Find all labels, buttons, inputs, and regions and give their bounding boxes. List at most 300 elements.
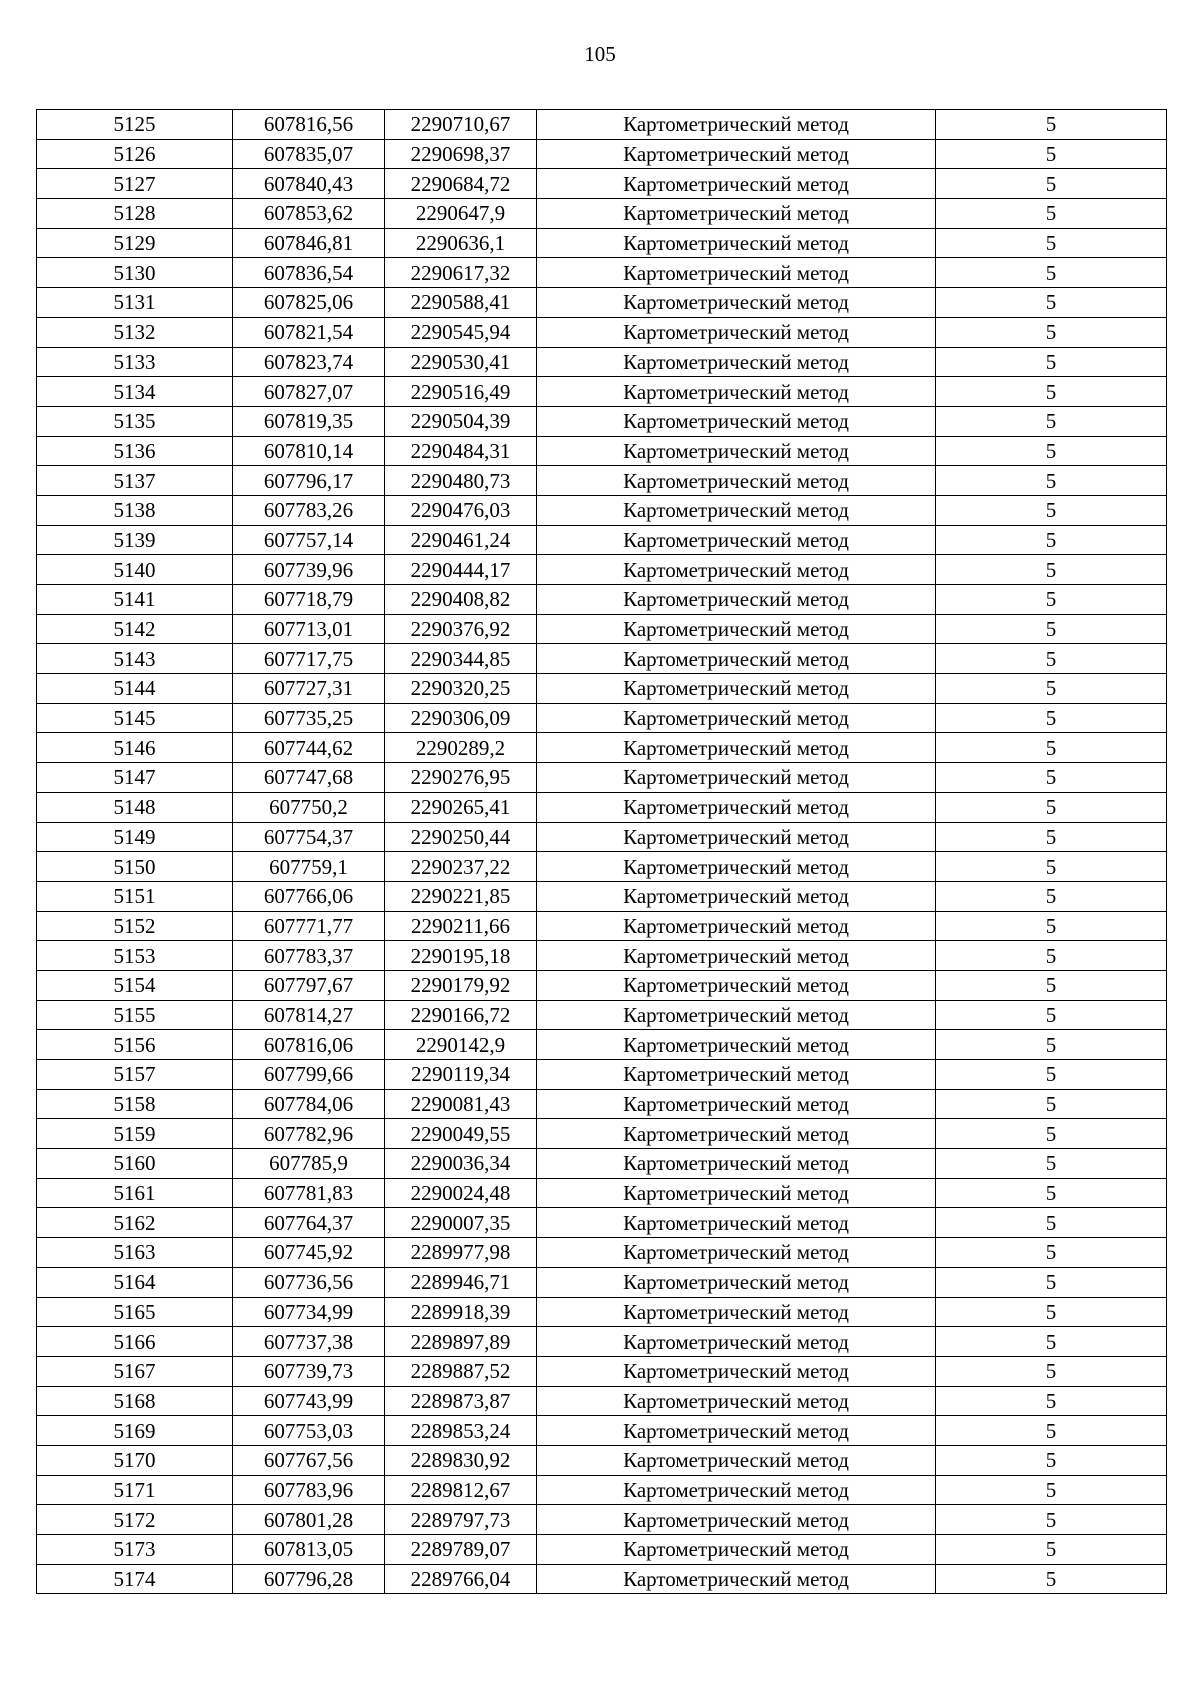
y-coordinate-cell: 2290484,31 xyxy=(385,436,537,466)
y-coordinate-cell: 2289887,52 xyxy=(385,1356,537,1386)
y-coordinate-cell: 2290461,24 xyxy=(385,525,537,555)
method-cell: Картометрический метод xyxy=(537,199,936,229)
method-cell: Картометрический метод xyxy=(537,377,936,407)
point-number-cell: 5149 xyxy=(37,822,233,852)
method-cell: Картометрический метод xyxy=(537,1030,936,1060)
table-row xyxy=(37,377,1167,407)
table-row xyxy=(37,614,1167,644)
table-row xyxy=(37,258,1167,288)
accuracy-cell: 5 xyxy=(936,466,1167,496)
table-row xyxy=(37,110,1167,140)
point-number-cell: 5143 xyxy=(37,644,233,674)
point-number-cell: 5158 xyxy=(37,1089,233,1119)
accuracy-cell: 5 xyxy=(936,585,1167,615)
accuracy-cell: 5 xyxy=(936,1267,1167,1297)
method-cell: Картометрический метод xyxy=(537,525,936,555)
y-coordinate-cell: 2290320,25 xyxy=(385,674,537,704)
point-number-cell: 5165 xyxy=(37,1297,233,1327)
x-coordinate-cell: 607836,54 xyxy=(233,258,385,288)
accuracy-cell: 5 xyxy=(936,1386,1167,1416)
point-number-cell: 5146 xyxy=(37,733,233,763)
method-cell: Картометрический метод xyxy=(537,139,936,169)
y-coordinate-cell: 2290480,73 xyxy=(385,466,537,496)
y-coordinate-cell: 2290289,2 xyxy=(385,733,537,763)
point-number-cell: 5132 xyxy=(37,317,233,347)
x-coordinate-cell: 607813,05 xyxy=(233,1535,385,1565)
point-number-cell: 5155 xyxy=(37,1000,233,1030)
accuracy-cell: 5 xyxy=(936,614,1167,644)
accuracy-cell: 5 xyxy=(936,1030,1167,1060)
method-cell: Картометрический метод xyxy=(537,911,936,941)
y-coordinate-cell: 2289853,24 xyxy=(385,1416,537,1446)
table-row xyxy=(37,199,1167,229)
method-cell: Картометрический метод xyxy=(537,406,936,436)
x-coordinate-cell: 607754,37 xyxy=(233,822,385,852)
x-coordinate-cell: 607781,83 xyxy=(233,1178,385,1208)
method-cell: Картометрический метод xyxy=(537,110,936,140)
table-row xyxy=(37,495,1167,525)
method-cell: Картометрический метод xyxy=(537,288,936,318)
x-coordinate-cell: 607739,96 xyxy=(233,555,385,585)
method-cell: Картометрический метод xyxy=(537,644,936,674)
point-number-cell: 5154 xyxy=(37,970,233,1000)
point-number-cell: 5164 xyxy=(37,1267,233,1297)
table-row xyxy=(37,881,1167,911)
y-coordinate-cell: 2290166,72 xyxy=(385,1000,537,1030)
table-row xyxy=(37,703,1167,733)
x-coordinate-cell: 607745,92 xyxy=(233,1238,385,1268)
table-row xyxy=(37,1030,1167,1060)
method-cell: Картометрический метод xyxy=(537,347,936,377)
accuracy-cell: 5 xyxy=(936,1416,1167,1446)
accuracy-cell: 5 xyxy=(936,1445,1167,1475)
method-cell: Картометрический метод xyxy=(537,970,936,1000)
accuracy-cell: 5 xyxy=(936,852,1167,882)
point-number-cell: 5167 xyxy=(37,1356,233,1386)
point-number-cell: 5138 xyxy=(37,495,233,525)
y-coordinate-cell: 2290647,9 xyxy=(385,199,537,229)
accuracy-cell: 5 xyxy=(936,199,1167,229)
table-row xyxy=(37,1386,1167,1416)
x-coordinate-cell: 607727,31 xyxy=(233,674,385,704)
table-row xyxy=(37,1178,1167,1208)
point-number-cell: 5140 xyxy=(37,555,233,585)
y-coordinate-cell: 2290530,41 xyxy=(385,347,537,377)
accuracy-cell: 5 xyxy=(936,1238,1167,1268)
method-cell: Картометрический метод xyxy=(537,1386,936,1416)
accuracy-cell: 5 xyxy=(936,436,1167,466)
accuracy-cell: 5 xyxy=(936,1505,1167,1535)
accuracy-cell: 5 xyxy=(936,1356,1167,1386)
point-number-cell: 5141 xyxy=(37,585,233,615)
method-cell: Картометрический метод xyxy=(537,792,936,822)
table-row xyxy=(37,1000,1167,1030)
accuracy-cell: 5 xyxy=(936,377,1167,407)
method-cell: Картометрический метод xyxy=(537,1475,936,1505)
method-cell: Картометрический метод xyxy=(537,1327,936,1357)
accuracy-cell: 5 xyxy=(936,763,1167,793)
table-row xyxy=(37,1327,1167,1357)
y-coordinate-cell: 2290007,35 xyxy=(385,1208,537,1238)
table-row xyxy=(37,347,1167,377)
y-coordinate-cell: 2290588,41 xyxy=(385,288,537,318)
y-coordinate-cell: 2289918,39 xyxy=(385,1297,537,1327)
method-cell: Картометрический метод xyxy=(537,317,936,347)
point-number-cell: 5131 xyxy=(37,288,233,318)
point-number-cell: 5137 xyxy=(37,466,233,496)
table-row xyxy=(37,763,1167,793)
accuracy-cell: 5 xyxy=(936,1178,1167,1208)
x-coordinate-cell: 607799,66 xyxy=(233,1060,385,1090)
table-row xyxy=(37,1119,1167,1149)
method-cell: Картометрический метод xyxy=(537,941,936,971)
y-coordinate-cell: 2290221,85 xyxy=(385,881,537,911)
accuracy-cell: 5 xyxy=(936,288,1167,318)
y-coordinate-cell: 2290250,44 xyxy=(385,822,537,852)
method-cell: Картометрический метод xyxy=(537,733,936,763)
y-coordinate-cell: 2289766,04 xyxy=(385,1564,537,1594)
x-coordinate-cell: 607821,54 xyxy=(233,317,385,347)
method-cell: Картометрический метод xyxy=(537,881,936,911)
y-coordinate-cell: 2290119,34 xyxy=(385,1060,537,1090)
method-cell: Картометрический метод xyxy=(537,1089,936,1119)
table-row xyxy=(37,1060,1167,1090)
method-cell: Картометрический метод xyxy=(537,1149,936,1179)
table-row xyxy=(37,466,1167,496)
point-number-cell: 5160 xyxy=(37,1149,233,1179)
x-coordinate-cell: 607739,73 xyxy=(233,1356,385,1386)
accuracy-cell: 5 xyxy=(936,1060,1167,1090)
method-cell: Картометрический метод xyxy=(537,1178,936,1208)
method-cell: Картометрический метод xyxy=(537,585,936,615)
x-coordinate-cell: 607816,56 xyxy=(233,110,385,140)
accuracy-cell: 5 xyxy=(936,1564,1167,1594)
x-coordinate-cell: 607743,99 xyxy=(233,1386,385,1416)
y-coordinate-cell: 2290049,55 xyxy=(385,1119,537,1149)
point-number-cell: 5127 xyxy=(37,169,233,199)
y-coordinate-cell: 2289789,07 xyxy=(385,1535,537,1565)
x-coordinate-cell: 607782,96 xyxy=(233,1119,385,1149)
method-cell: Картометрический метод xyxy=(537,555,936,585)
point-number-cell: 5136 xyxy=(37,436,233,466)
point-number-cell: 5171 xyxy=(37,1475,233,1505)
point-number-cell: 5157 xyxy=(37,1060,233,1090)
x-coordinate-cell: 607819,35 xyxy=(233,406,385,436)
y-coordinate-cell: 2290476,03 xyxy=(385,495,537,525)
y-coordinate-cell: 2290698,37 xyxy=(385,139,537,169)
x-coordinate-cell: 607757,14 xyxy=(233,525,385,555)
accuracy-cell: 5 xyxy=(936,525,1167,555)
x-coordinate-cell: 607801,28 xyxy=(233,1505,385,1535)
table-row xyxy=(37,1238,1167,1268)
table-row xyxy=(37,1445,1167,1475)
method-cell: Картометрический метод xyxy=(537,1356,936,1386)
y-coordinate-cell: 2290684,72 xyxy=(385,169,537,199)
method-cell: Картометрический метод xyxy=(537,436,936,466)
accuracy-cell: 5 xyxy=(936,792,1167,822)
page-number: 105 xyxy=(584,42,616,66)
x-coordinate-cell: 607784,06 xyxy=(233,1089,385,1119)
method-cell: Картометрический метод xyxy=(537,703,936,733)
method-cell: Картометрический метод xyxy=(537,466,936,496)
x-coordinate-cell: 607736,56 xyxy=(233,1267,385,1297)
point-number-cell: 5133 xyxy=(37,347,233,377)
table-row xyxy=(37,822,1167,852)
point-number-cell: 5139 xyxy=(37,525,233,555)
accuracy-cell: 5 xyxy=(936,228,1167,258)
accuracy-cell: 5 xyxy=(936,1119,1167,1149)
point-number-cell: 5156 xyxy=(37,1030,233,1060)
y-coordinate-cell: 2290237,22 xyxy=(385,852,537,882)
table-row xyxy=(37,1356,1167,1386)
table-row xyxy=(37,317,1167,347)
y-coordinate-cell: 2290211,66 xyxy=(385,911,537,941)
accuracy-cell: 5 xyxy=(936,555,1167,585)
accuracy-cell: 5 xyxy=(936,881,1167,911)
accuracy-cell: 5 xyxy=(936,644,1167,674)
point-number-cell: 5174 xyxy=(37,1564,233,1594)
y-coordinate-cell: 2290710,67 xyxy=(385,110,537,140)
coordinates-table xyxy=(36,109,1167,1594)
accuracy-cell: 5 xyxy=(936,822,1167,852)
x-coordinate-cell: 607783,26 xyxy=(233,495,385,525)
y-coordinate-cell: 2290376,92 xyxy=(385,614,537,644)
x-coordinate-cell: 607825,06 xyxy=(233,288,385,318)
method-cell: Картометрический метод xyxy=(537,822,936,852)
x-coordinate-cell: 607797,67 xyxy=(233,970,385,1000)
x-coordinate-cell: 607744,62 xyxy=(233,733,385,763)
method-cell: Картометрический метод xyxy=(537,674,936,704)
y-coordinate-cell: 2290408,82 xyxy=(385,585,537,615)
coordinates-table-body xyxy=(37,110,1167,1594)
accuracy-cell: 5 xyxy=(936,1089,1167,1119)
y-coordinate-cell: 2290306,09 xyxy=(385,703,537,733)
table-row xyxy=(37,406,1167,436)
accuracy-cell: 5 xyxy=(936,317,1167,347)
point-number-cell: 5135 xyxy=(37,406,233,436)
table-row xyxy=(37,288,1167,318)
accuracy-cell: 5 xyxy=(936,911,1167,941)
table-row xyxy=(37,1297,1167,1327)
point-number-cell: 5129 xyxy=(37,228,233,258)
y-coordinate-cell: 2289873,87 xyxy=(385,1386,537,1416)
x-coordinate-cell: 607734,99 xyxy=(233,1297,385,1327)
point-number-cell: 5169 xyxy=(37,1416,233,1446)
table-row xyxy=(37,555,1167,585)
point-number-cell: 5150 xyxy=(37,852,233,882)
y-coordinate-cell: 2289977,98 xyxy=(385,1238,537,1268)
accuracy-cell: 5 xyxy=(936,941,1167,971)
method-cell: Картометрический метод xyxy=(537,852,936,882)
point-number-cell: 5130 xyxy=(37,258,233,288)
x-coordinate-cell: 607767,56 xyxy=(233,1445,385,1475)
x-coordinate-cell: 607718,79 xyxy=(233,585,385,615)
point-number-cell: 5134 xyxy=(37,377,233,407)
x-coordinate-cell: 607783,96 xyxy=(233,1475,385,1505)
method-cell: Картометрический метод xyxy=(537,169,936,199)
point-number-cell: 5128 xyxy=(37,199,233,229)
table-row xyxy=(37,436,1167,466)
y-coordinate-cell: 2290265,41 xyxy=(385,792,537,822)
x-coordinate-cell: 607814,27 xyxy=(233,1000,385,1030)
accuracy-cell: 5 xyxy=(936,1149,1167,1179)
x-coordinate-cell: 607823,74 xyxy=(233,347,385,377)
y-coordinate-cell: 2289812,67 xyxy=(385,1475,537,1505)
y-coordinate-cell: 2289797,73 xyxy=(385,1505,537,1535)
table-row xyxy=(37,1416,1167,1446)
point-number-cell: 5142 xyxy=(37,614,233,644)
accuracy-cell: 5 xyxy=(936,406,1167,436)
table-row xyxy=(37,139,1167,169)
method-cell: Картометрический метод xyxy=(537,1119,936,1149)
point-number-cell: 5152 xyxy=(37,911,233,941)
table-row xyxy=(37,1505,1167,1535)
point-number-cell: 5126 xyxy=(37,139,233,169)
table-row xyxy=(37,941,1167,971)
x-coordinate-cell: 607796,17 xyxy=(233,466,385,496)
method-cell: Картометрический метод xyxy=(537,258,936,288)
point-number-cell: 5151 xyxy=(37,881,233,911)
x-coordinate-cell: 607835,07 xyxy=(233,139,385,169)
x-coordinate-cell: 607840,43 xyxy=(233,169,385,199)
table-row xyxy=(37,852,1167,882)
method-cell: Картометрический метод xyxy=(537,1416,936,1446)
accuracy-cell: 5 xyxy=(936,347,1167,377)
y-coordinate-cell: 2290036,34 xyxy=(385,1149,537,1179)
x-coordinate-cell: 607753,03 xyxy=(233,1416,385,1446)
x-coordinate-cell: 607750,2 xyxy=(233,792,385,822)
x-coordinate-cell: 607759,1 xyxy=(233,852,385,882)
method-cell: Картометрический метод xyxy=(537,1505,936,1535)
table-row xyxy=(37,733,1167,763)
table-row xyxy=(37,1475,1167,1505)
accuracy-cell: 5 xyxy=(936,495,1167,525)
point-number-cell: 5144 xyxy=(37,674,233,704)
y-coordinate-cell: 2290516,49 xyxy=(385,377,537,407)
table-row xyxy=(37,1535,1167,1565)
y-coordinate-cell: 2290344,85 xyxy=(385,644,537,674)
method-cell: Картометрический метод xyxy=(537,1535,936,1565)
x-coordinate-cell: 607764,37 xyxy=(233,1208,385,1238)
table-row xyxy=(37,525,1167,555)
y-coordinate-cell: 2289830,92 xyxy=(385,1445,537,1475)
point-number-cell: 5170 xyxy=(37,1445,233,1475)
point-number-cell: 5162 xyxy=(37,1208,233,1238)
table-row xyxy=(37,585,1167,615)
table-row xyxy=(37,1149,1167,1179)
table-row xyxy=(37,644,1167,674)
method-cell: Картометрический метод xyxy=(537,763,936,793)
method-cell: Картометрический метод xyxy=(537,614,936,644)
method-cell: Картометрический метод xyxy=(537,1267,936,1297)
accuracy-cell: 5 xyxy=(936,970,1167,1000)
y-coordinate-cell: 2290636,1 xyxy=(385,228,537,258)
point-number-cell: 5148 xyxy=(37,792,233,822)
method-cell: Картометрический метод xyxy=(537,1297,936,1327)
point-number-cell: 5125 xyxy=(37,110,233,140)
x-coordinate-cell: 607747,68 xyxy=(233,763,385,793)
point-number-cell: 5153 xyxy=(37,941,233,971)
method-cell: Картометрический метод xyxy=(537,1060,936,1090)
x-coordinate-cell: 607737,38 xyxy=(233,1327,385,1357)
method-cell: Картометрический метод xyxy=(537,1208,936,1238)
accuracy-cell: 5 xyxy=(936,258,1167,288)
method-cell: Картометрический метод xyxy=(537,1445,936,1475)
point-number-cell: 5172 xyxy=(37,1505,233,1535)
accuracy-cell: 5 xyxy=(936,169,1167,199)
point-number-cell: 5166 xyxy=(37,1327,233,1357)
y-coordinate-cell: 2290617,32 xyxy=(385,258,537,288)
table-row xyxy=(37,792,1167,822)
table-row xyxy=(37,1564,1167,1594)
y-coordinate-cell: 2290444,17 xyxy=(385,555,537,585)
point-number-cell: 5173 xyxy=(37,1535,233,1565)
point-number-cell: 5163 xyxy=(37,1238,233,1268)
y-coordinate-cell: 2290081,43 xyxy=(385,1089,537,1119)
accuracy-cell: 5 xyxy=(936,1535,1167,1565)
method-cell: Картометрический метод xyxy=(537,1564,936,1594)
method-cell: Картометрический метод xyxy=(537,1000,936,1030)
table-row xyxy=(37,970,1167,1000)
y-coordinate-cell: 2290195,18 xyxy=(385,941,537,971)
y-coordinate-cell: 2290179,92 xyxy=(385,970,537,1000)
x-coordinate-cell: 607827,07 xyxy=(233,377,385,407)
table-row xyxy=(37,1089,1167,1119)
x-coordinate-cell: 607846,81 xyxy=(233,228,385,258)
y-coordinate-cell: 2289946,71 xyxy=(385,1267,537,1297)
accuracy-cell: 5 xyxy=(936,674,1167,704)
method-cell: Картометрический метод xyxy=(537,495,936,525)
table-row xyxy=(37,674,1167,704)
accuracy-cell: 5 xyxy=(936,1475,1167,1505)
point-number-cell: 5161 xyxy=(37,1178,233,1208)
accuracy-cell: 5 xyxy=(936,1327,1167,1357)
x-coordinate-cell: 607810,14 xyxy=(233,436,385,466)
point-number-cell: 5145 xyxy=(37,703,233,733)
x-coordinate-cell: 607771,77 xyxy=(233,911,385,941)
x-coordinate-cell: 607717,75 xyxy=(233,644,385,674)
accuracy-cell: 5 xyxy=(936,1000,1167,1030)
y-coordinate-cell: 2290276,95 xyxy=(385,763,537,793)
table-row xyxy=(37,911,1167,941)
accuracy-cell: 5 xyxy=(936,1208,1167,1238)
table-row xyxy=(37,169,1167,199)
x-coordinate-cell: 607766,06 xyxy=(233,881,385,911)
accuracy-cell: 5 xyxy=(936,1297,1167,1327)
accuracy-cell: 5 xyxy=(936,139,1167,169)
accuracy-cell: 5 xyxy=(936,110,1167,140)
y-coordinate-cell: 2290024,48 xyxy=(385,1178,537,1208)
x-coordinate-cell: 607735,25 xyxy=(233,703,385,733)
x-coordinate-cell: 607853,62 xyxy=(233,199,385,229)
point-number-cell: 5147 xyxy=(37,763,233,793)
x-coordinate-cell: 607796,28 xyxy=(233,1564,385,1594)
method-cell: Картометрический метод xyxy=(537,228,936,258)
x-coordinate-cell: 607785,9 xyxy=(233,1149,385,1179)
table-row xyxy=(37,1208,1167,1238)
table-row xyxy=(37,1267,1167,1297)
x-coordinate-cell: 607713,01 xyxy=(233,614,385,644)
y-coordinate-cell: 2289897,89 xyxy=(385,1327,537,1357)
table-row xyxy=(37,228,1167,258)
x-coordinate-cell: 607783,37 xyxy=(233,941,385,971)
accuracy-cell: 5 xyxy=(936,703,1167,733)
x-coordinate-cell: 607816,06 xyxy=(233,1030,385,1060)
y-coordinate-cell: 2290142,9 xyxy=(385,1030,537,1060)
y-coordinate-cell: 2290545,94 xyxy=(385,317,537,347)
accuracy-cell: 5 xyxy=(936,733,1167,763)
method-cell: Картометрический метод xyxy=(537,1238,936,1268)
